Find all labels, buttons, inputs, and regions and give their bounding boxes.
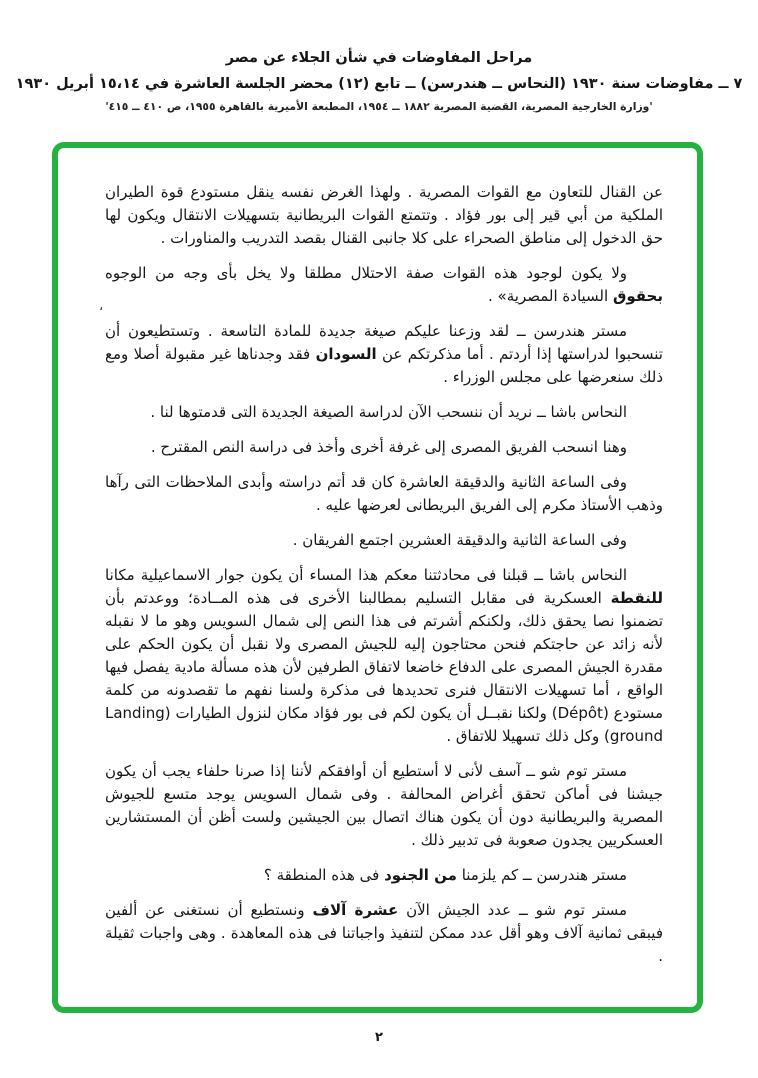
bold-phrase: بحقوق	[612, 287, 663, 305]
paragraph: النحاس باشا ــ نريد أن ننسحب الآن لدراسة الصيغة الجديدة التى قدمتوها لنا .	[150, 403, 627, 421]
document-source-citation: 'وزارة الخارجية المصرية، القضية المصرية ١٨٨٢ ــ ١٩٥٤، المطبعة الأميرية بالقاهرة ١٩٥٥، ص ٤١٠ ــ ٤١٥'	[105, 100, 653, 113]
content-frame	[52, 142, 703, 1013]
document-title: مراحل المفاوضات في شأن الجلاء عن مصر	[225, 50, 533, 66]
paragraph: مستر توم شو ــ آسف لأنى لا أستطيع أن أوافقكم لأننا إذا صرنا حلفاء يجب أن يكون جيشنا فى أماكن تحقق أغراض المحالفة . وفى شمال السويس يوجد متسع للجيوش المصرية والبريطانية دون أن يكون هناك اتصال بين الجيشين ولست أظن أن المستشارين العسكريين يجدون صعوبة فى تدبير ذلك .	[105, 762, 663, 849]
paragraphs-container	[105, 181, 663, 968]
paragraph: وفى الساعة الثانية والدقيقة العشرين اجتمع الفريقان .	[292, 531, 627, 549]
paragraph: مستر هندرسن ــ كم يلزمنا من الجنود فى هذه المنطقة ؟	[263, 866, 627, 884]
bold-phrase: السودان	[315, 345, 377, 363]
paragraph: عن القنال للتعاون مع القوات المصرية . ولهذا الغرض نفسه ينقل مستودع قوة الطيران الملكية من أبي قير إلى بور فؤاد . وتتمتع القوات البريطانية بتسهيلات الانتقال ويكون لها حق الدخول إلى مناطق الصحراء على كلا جانبى القنال بقصد التدريب والمناورات .	[105, 183, 663, 247]
paragraph: وهنا انسحب الفريق المصرى إلى غرفة أخرى وأخذ فى دراسة النص المقترح .	[150, 438, 627, 456]
paragraph: مستر هندرسن ــ لقد وزعنا عليكم صيغة جديدة للمادة التاسعة . وتستطيعون أن تنسحبوا لدراستها إذا أردتم . أما مذكرتكم عن السودان فقد وجدناها غير مقبولة أصلا ومع ذلك سنعرضها على مجلس الوزراء .	[105, 322, 663, 386]
bold-phrase: للنقطة	[610, 589, 663, 607]
paragraph: ولا يكون لوجود هذه القوات صفة الاحتلال مطلقا ولا يخل بأى وجه من الوجوه بحقوق السيادة المصرية» .	[105, 264, 663, 305]
paragraph: مستر توم شو ــ عدد الجيش الآن عشرة آلاف ونستطيع أن نستغنى عن ألفين فيبقى ثمانية آلاف وهو أقل عدد ممكن لتنفيذ واجباتنا فى هذه المعاهدة . وهى واجبات ثقيلة .	[105, 901, 663, 965]
stray-comma-mark: ،	[99, 299, 104, 314]
paragraph: وفى الساعة الثانية والدقيقة العاشرة كان قد أتم دراسته وأبدى الملاحظات التى رآها وذهب الأستاذ مكرم إلى الفريق البريطانى لعرضها عليه .	[105, 473, 663, 514]
page-header	[0, 50, 758, 113]
document-subtitle: ٧ ــ مفاوضات سنة ١٩٣٠ (النحاس ــ هندرسن) ــ تابع (١٢) محضر الجلسة العاشرة في ١٥،١٤ أبريل ١٩٣٠	[15, 76, 743, 92]
page-number: ٢	[375, 1030, 383, 1045]
paragraph: النحاس باشا ــ قبلنا فى محادثتنا معكم هذا المساء أن يكون جوار الاسماعيلية مكانا للنقطة العسكرية فى مقابل التسليم بمطالبنا الأخرى فى هذه المــادة؛ ووعدتم بأن تضمنوا نصا يحقق ذلك، ولكنكم أشرتم فى هذا النص إلى شمال السويس وهو ما لا نقبله لأنه زائد عن حاجتكم فنحن محتاجون إليه للجيش المصرى ولا نقبل أن يكون الحكم على مقدرة الجيش المصرى على الدفاع خاضعا لاتفاق الطرفين لأن هذه مسألة مادية يفصل فيها الواقع ، أما تسهيلات الانتقال فنرى تحديدها فى مذكرة ولسنا نفهم ما تقصدونه من كلمة مستودع (Dépôt) ولكنا نقبــل أن يكون لكم فى بور فؤاد مكان لنزول الطيارات (Landing ground) وكل ذلك تسهيلا للاتفاق .	[105, 566, 663, 745]
bold-phrase: عشرة آلاف	[312, 901, 399, 919]
bold-phrase: من الجنود	[384, 866, 457, 884]
